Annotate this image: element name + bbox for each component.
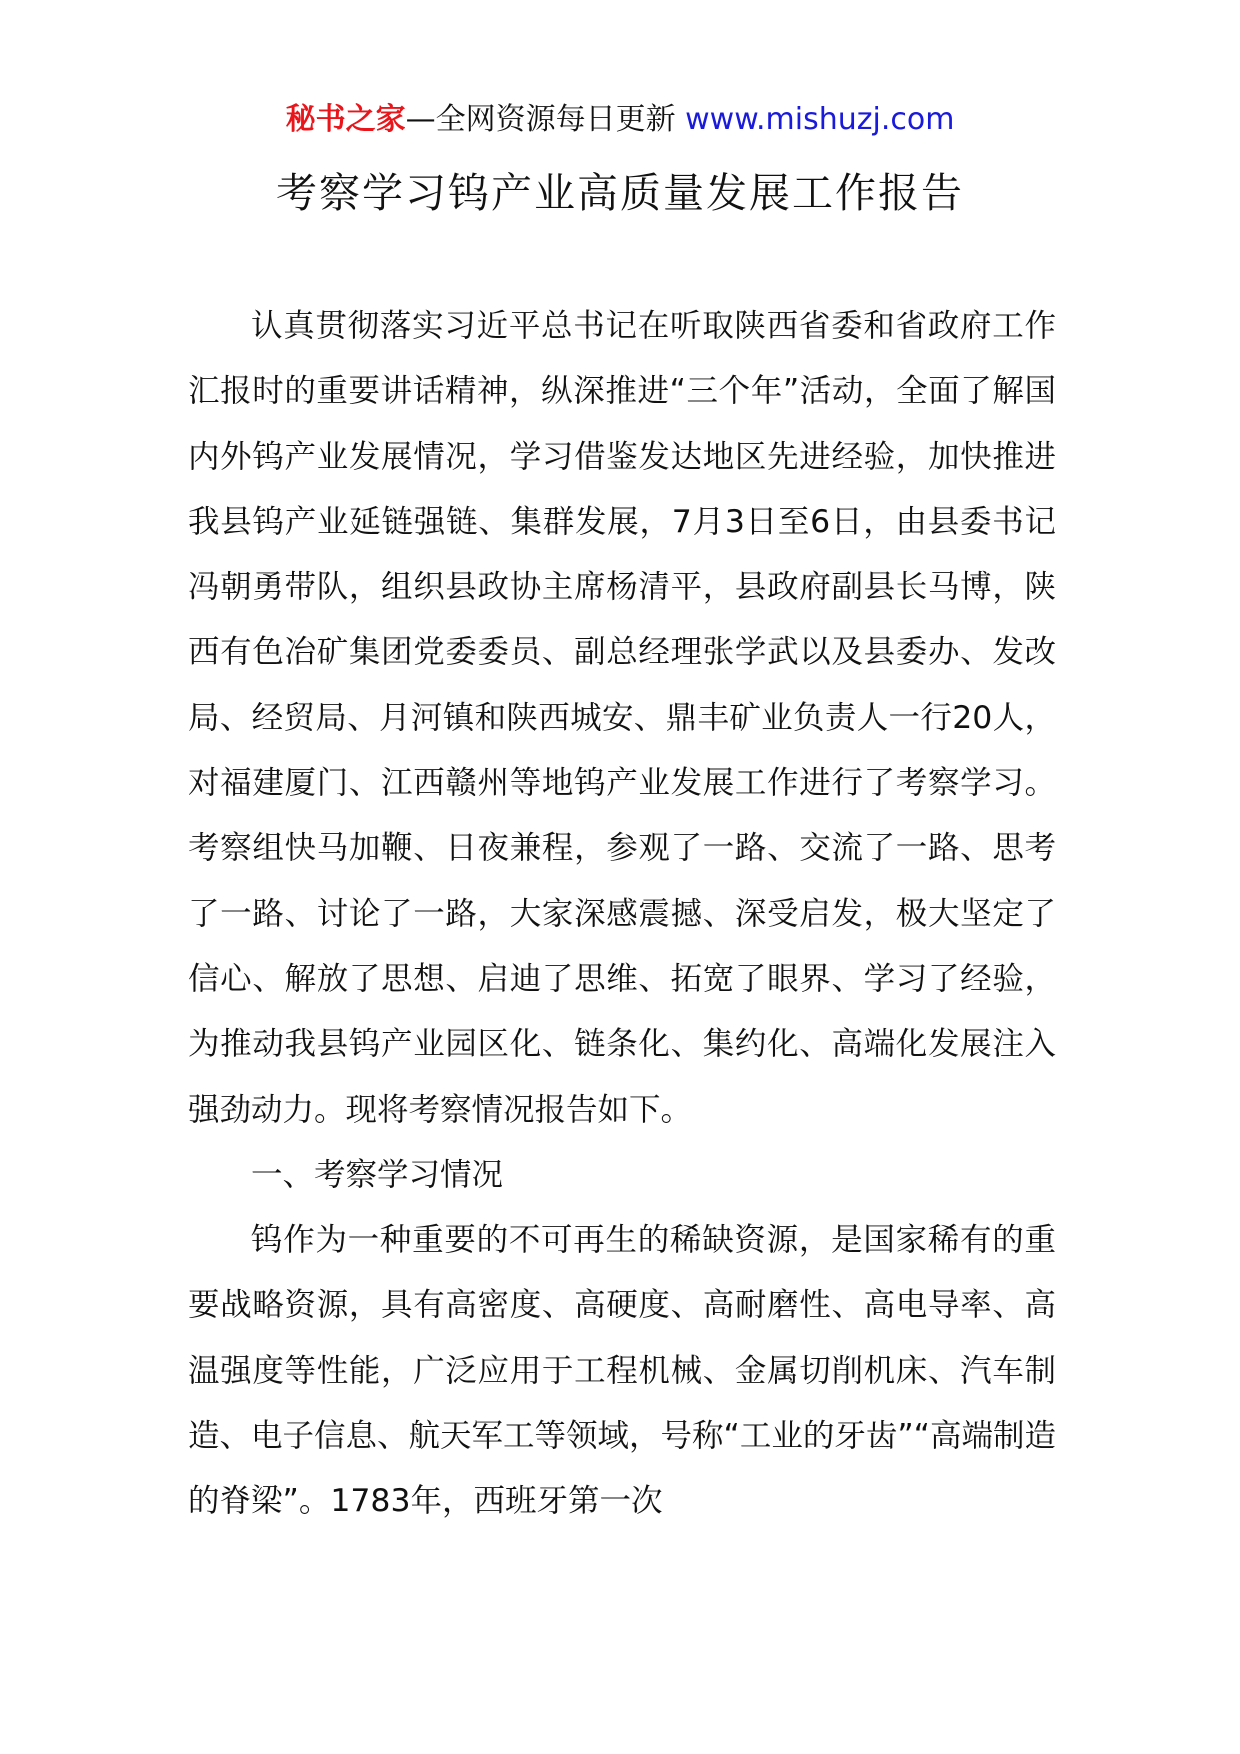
banner-tagline: —全网资源每日更新 xyxy=(405,102,676,137)
section-heading: 一、考察学习情况 xyxy=(251,1156,504,1193)
document-title: 考察学习钨产业高质量发展工作报告 xyxy=(276,169,964,217)
body-paragraph: 钨作为一种重要的不可再生的稀缺资源，是国家稀有的重要战略资源，具有高密度、高硬度、高耐磨性、高电导率、高温强度等性能，广泛应用于工程机械、金属切削机床、汽车制造、电子信息、航天军工等领域，号称“工业的牙齿”“高端制造的脊梁”。1783年，西班牙第一次 xyxy=(188,1222,1056,1520)
banner-url[interactable]: www.mishuzj.com xyxy=(685,102,955,137)
intro-paragraph: 认真贯彻落实习近平总书记在听取陕西省委和省政府工作汇报时的重要讲话精神，纵深推进“三个年”活动，全面了解国内外钨产业发展情况，学习借鉴发达地区先进经验，加快推进我县钨产业延链强链、集群发展，7月3日至6日，由县委书记冯朝勇带队，组织县政协主席杨清平，县政府副县长马博，陕西有色冶矿集团党委委员、副总经理张学武以及县委办、发改局、经贸局、月河镇和陕西城安、鼎丰矿业负责人一行20人，对福建厦门、江西赣州等地钨产业发展工作进行了考察学习。考察组快马加鞭、日夜兼程，参观了一路、交流了一路、思考了一路、讨论了一路，大家深感震撼、深受启发，极大坚定了信心、解放了思想、启迪了思维、拓宽了眼界、学习了经验，为推动我县钨产业园区化、链条化、集约化、高端化发展注入强劲动力。现将考察情况报告如下。 xyxy=(188,308,1056,1128)
document-body xyxy=(188,294,1056,1535)
site-banner xyxy=(0,100,1240,140)
banner-brand: 秘书之家 xyxy=(285,102,406,137)
